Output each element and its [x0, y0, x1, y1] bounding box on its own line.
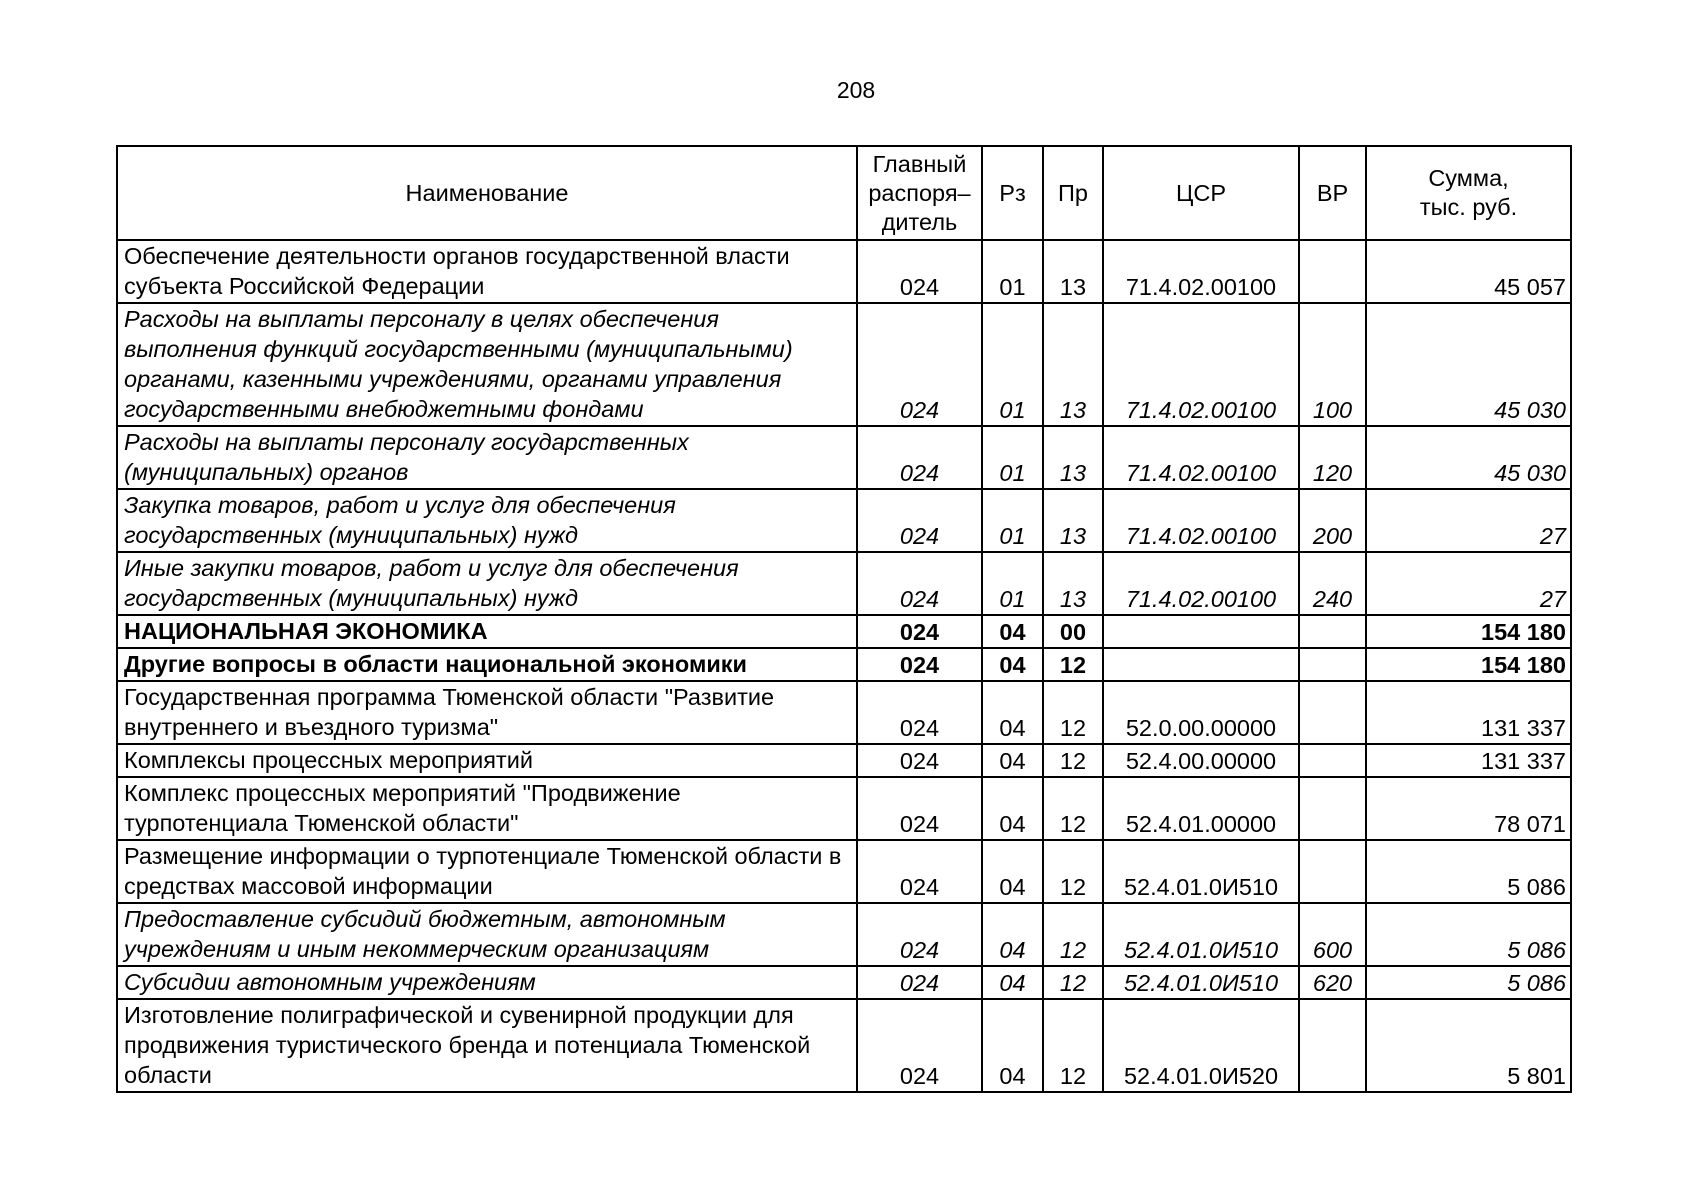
cell-csr: 71.4.02.00100: [1103, 303, 1299, 426]
table-row: [117, 303, 1571, 426]
table-row: [117, 615, 1571, 648]
cell-rz: 01: [982, 240, 1043, 303]
header-sum-line-1: Сумма,: [1428, 165, 1509, 191]
cell-name: НАЦИОНАЛЬНАЯ ЭКОНОМИКА: [117, 615, 857, 648]
cell-sum: 45 030: [1366, 303, 1571, 426]
cell-name: Закупка товаров, работ и услуг для обеспечения государственных (муниципальных) нужд: [117, 489, 857, 552]
cell-sum: 78 071: [1366, 777, 1571, 840]
cell-rz: 04: [982, 681, 1043, 744]
cell-vr: 620: [1299, 966, 1366, 999]
cell-csr: 71.4.02.00100: [1103, 552, 1299, 615]
cell-name: Государственная программа Тюменской области "Развитие внутреннего и въездного туризма": [117, 681, 857, 744]
cell-csr: 52.4.01.0И520: [1103, 999, 1299, 1092]
cell-sum: 5 801: [1366, 999, 1571, 1092]
cell-pr: 12: [1043, 648, 1103, 681]
cell-vr: [1299, 777, 1366, 840]
cell-chief: 024: [857, 999, 982, 1092]
table-row: [117, 903, 1571, 966]
cell-rz: 04: [982, 966, 1043, 999]
cell-vr: 100: [1299, 303, 1366, 426]
cell-csr: 52.4.01.0И510: [1103, 966, 1299, 999]
table-row: [117, 489, 1571, 552]
cell-csr: [1103, 648, 1299, 681]
cell-name: Расходы на выплаты персоналу в целях обеспечения выполнения функций государственными (муниципальными) органами, казенными учреждениями, органами управления государственными внебюджетными фондами: [117, 303, 857, 426]
cell-chief: 024: [857, 489, 982, 552]
cell-sum: 5 086: [1366, 903, 1571, 966]
cell-vr: 200: [1299, 489, 1366, 552]
table-row: [117, 552, 1571, 615]
cell-csr: [1103, 615, 1299, 648]
cell-rz: 01: [982, 426, 1043, 489]
header-chief-line-1: Главный: [872, 150, 967, 177]
cell-name: Субсидии автономным учреждениям: [117, 966, 857, 999]
cell-pr: 13: [1043, 552, 1103, 615]
cell-chief: 024: [857, 777, 982, 840]
cell-chief: 024: [857, 240, 982, 303]
cell-rz: 04: [982, 744, 1043, 777]
cell-name: Предоставление субсидий бюджетным, автономным учреждениям и иным некоммерческим организациям: [117, 903, 857, 966]
cell-chief: 024: [857, 552, 982, 615]
cell-vr: 600: [1299, 903, 1366, 966]
cell-chief: 024: [857, 966, 982, 999]
cell-sum: 131 337: [1366, 744, 1571, 777]
cell-pr: 12: [1043, 903, 1103, 966]
cell-name: Комплексы процессных мероприятий: [117, 744, 857, 777]
cell-sum: 27: [1366, 552, 1571, 615]
cell-chief: 024: [857, 744, 982, 777]
table-row: [117, 840, 1571, 903]
cell-chief: 024: [857, 903, 982, 966]
table-row: [117, 240, 1571, 303]
header-rz: Рз: [982, 146, 1043, 240]
cell-rz: 01: [982, 489, 1043, 552]
cell-rz: 04: [982, 903, 1043, 966]
cell-name: Размещение информации о турпотенциале Тюменской области в средствах массовой информации: [117, 840, 857, 903]
cell-pr: 13: [1043, 426, 1103, 489]
cell-rz: 04: [982, 615, 1043, 648]
cell-sum: 154 180: [1366, 648, 1571, 681]
cell-pr: 13: [1043, 489, 1103, 552]
cell-pr: 13: [1043, 303, 1103, 426]
table-body: [117, 240, 1571, 1092]
cell-vr: [1299, 744, 1366, 777]
cell-rz: 04: [982, 999, 1043, 1092]
cell-name: Расходы на выплаты персоналу государственных (муниципальных) органов: [117, 426, 857, 489]
cell-sum: 45 030: [1366, 426, 1571, 489]
cell-vr: [1299, 240, 1366, 303]
cell-pr: 12: [1043, 777, 1103, 840]
cell-pr: 12: [1043, 840, 1103, 903]
table-header-row: [117, 146, 1571, 240]
cell-chief: 024: [857, 615, 982, 648]
cell-rz: 01: [982, 552, 1043, 615]
cell-name: Обеспечение деятельности органов государственной власти субъекта Российской Федерации: [117, 240, 857, 303]
header-name: Наименование: [117, 146, 857, 240]
table-row: [117, 999, 1571, 1092]
cell-sum: 5 086: [1366, 966, 1571, 999]
cell-rz: 04: [982, 777, 1043, 840]
cell-name: Изготовление полиграфической и сувенирной продукции для продвижения туристического бренда и потенциала Тюменской области: [117, 999, 857, 1092]
cell-vr: 240: [1299, 552, 1366, 615]
cell-vr: [1299, 681, 1366, 744]
table-row: [117, 648, 1571, 681]
cell-name: Другие вопросы в области национальной экономики: [117, 648, 857, 681]
budget-table: [116, 145, 1572, 1093]
cell-pr: 12: [1043, 966, 1103, 999]
page-number: 208: [836, 77, 876, 103]
table-row: [117, 681, 1571, 744]
cell-vr: [1299, 999, 1366, 1092]
header-sum: [1366, 146, 1571, 240]
cell-pr: 12: [1043, 681, 1103, 744]
header-csr: ЦСР: [1103, 146, 1299, 240]
header-sum-line-2: тыс. руб.: [1419, 194, 1518, 220]
cell-name: Иные закупки товаров, работ и услуг для обеспечения государственных (муниципальных) нужд: [117, 552, 857, 615]
cell-sum: 131 337: [1366, 681, 1571, 744]
cell-chief: 024: [857, 303, 982, 426]
header-chief-line-3: дитель: [881, 208, 958, 235]
cell-sum: 154 180: [1366, 615, 1571, 648]
cell-pr: 00: [1043, 615, 1103, 648]
cell-chief: 024: [857, 648, 982, 681]
header-chief: [857, 146, 982, 240]
cell-chief: 024: [857, 840, 982, 903]
cell-csr: 71.4.02.00100: [1103, 240, 1299, 303]
cell-rz: 01: [982, 303, 1043, 426]
cell-csr: 52.0.00.00000: [1103, 681, 1299, 744]
cell-vr: [1299, 840, 1366, 903]
cell-csr: 52.4.01.0И510: [1103, 903, 1299, 966]
cell-sum: 27: [1366, 489, 1571, 552]
table-row: [117, 744, 1571, 777]
cell-pr: 12: [1043, 744, 1103, 777]
table-row: [117, 777, 1571, 840]
cell-rz: 04: [982, 840, 1043, 903]
cell-vr: 120: [1299, 426, 1366, 489]
cell-vr: [1299, 615, 1366, 648]
cell-pr: 12: [1043, 999, 1103, 1092]
cell-rz: 04: [982, 648, 1043, 681]
cell-pr: 13: [1043, 240, 1103, 303]
cell-sum: 45 057: [1366, 240, 1571, 303]
cell-csr: 52.4.01.0И510: [1103, 840, 1299, 903]
cell-csr: 71.4.02.00100: [1103, 489, 1299, 552]
cell-vr: [1299, 648, 1366, 681]
table-row: [117, 966, 1571, 999]
cell-chief: 024: [857, 426, 982, 489]
cell-csr: 52.4.01.00000: [1103, 777, 1299, 840]
table-row: [117, 426, 1571, 489]
cell-csr: 71.4.02.00100: [1103, 426, 1299, 489]
header-chief-line-2: распоря–: [868, 179, 971, 206]
cell-chief: 024: [857, 681, 982, 744]
header-pr: Пр: [1043, 146, 1103, 240]
cell-name: Комплекс процессных мероприятий "Продвижение турпотенциала Тюменской области": [117, 777, 857, 840]
cell-sum: 5 086: [1366, 840, 1571, 903]
cell-csr: 52.4.00.00000: [1103, 744, 1299, 777]
header-vr: ВР: [1299, 146, 1366, 240]
